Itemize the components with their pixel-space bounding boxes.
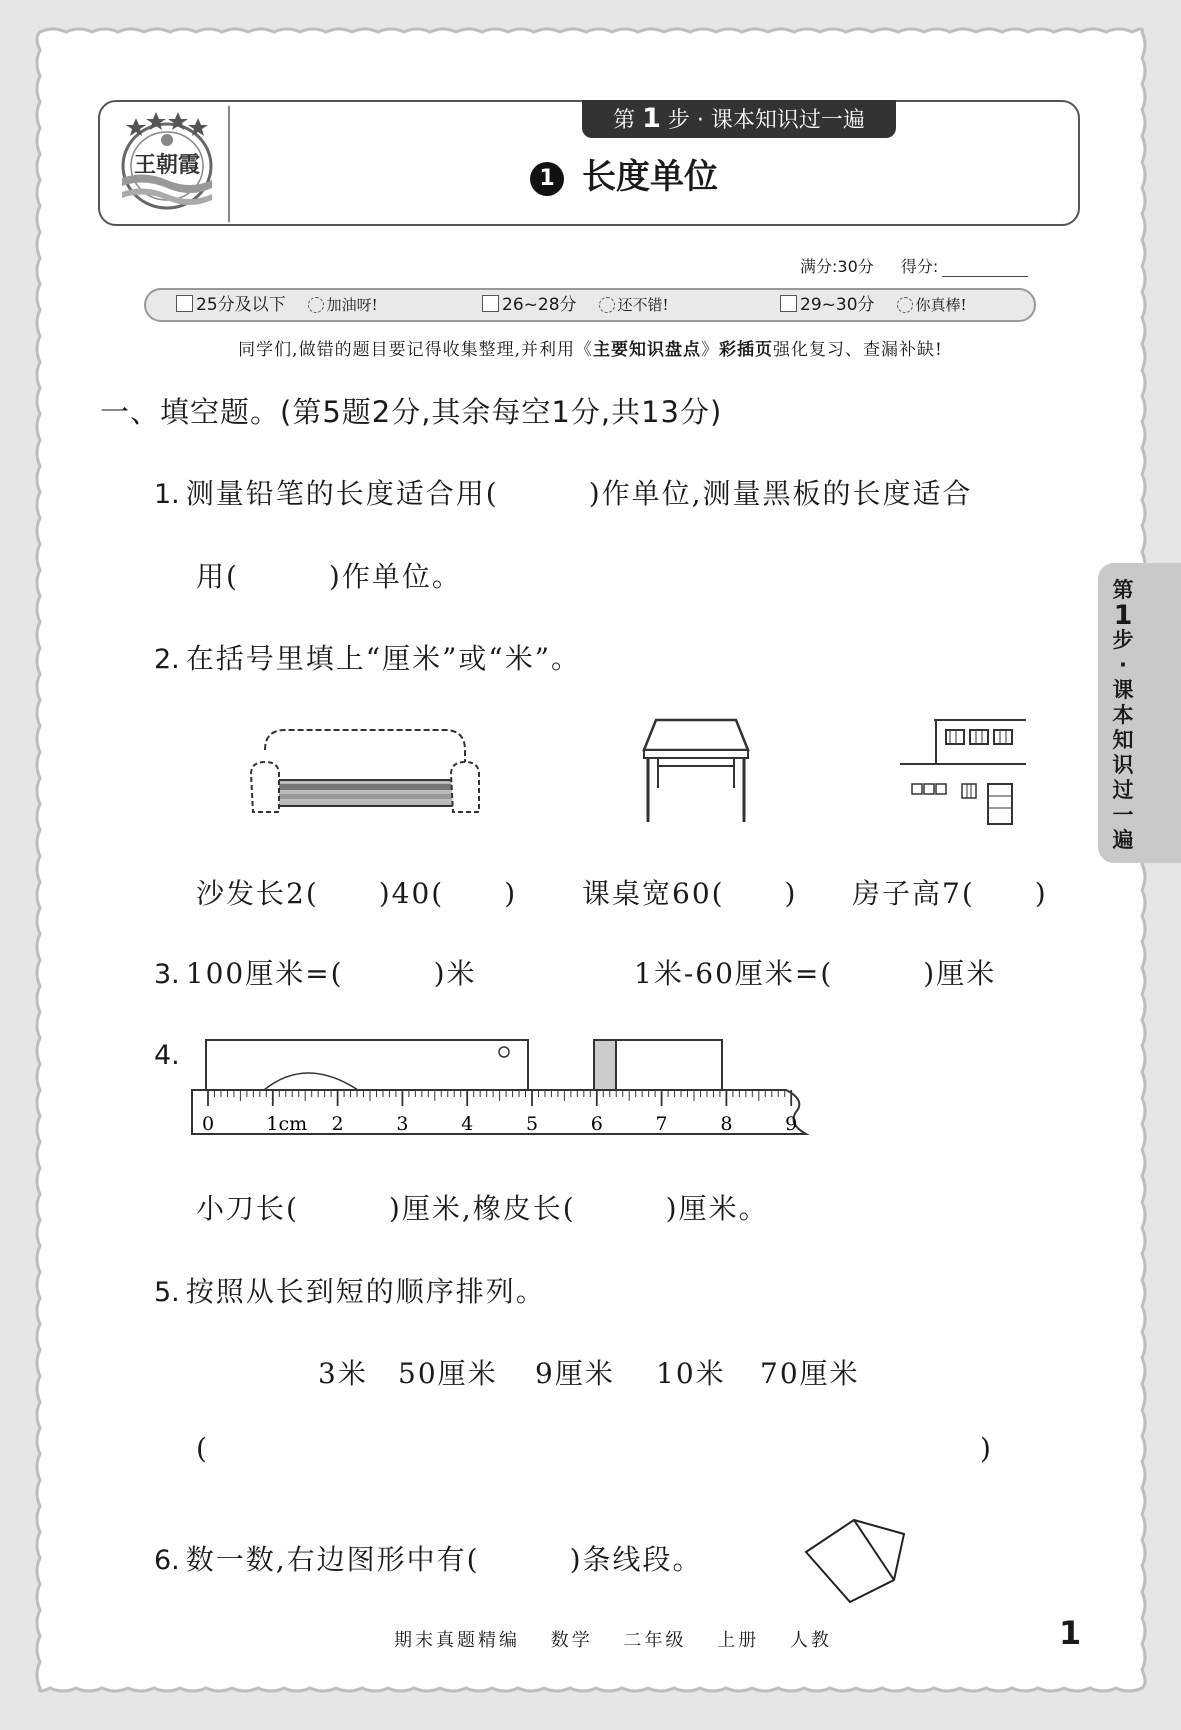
question-text: 按照从长到短的顺序排列。: [185, 1275, 546, 1308]
side-tab-char: 1: [1113, 600, 1133, 631]
q5-answer-open: (: [196, 1432, 209, 1465]
footer-edition: 人教: [789, 1630, 832, 1651]
q2-answer-house: 房子高7( ): [852, 877, 1048, 910]
question-5: [154, 1270, 546, 1310]
question-6: [154, 1538, 703, 1578]
footer: [394, 1626, 854, 1652]
question-text: 测量铅笔的长度适合用( )作单位,测量黑板的长度适合: [185, 477, 973, 510]
side-tab-char: 本: [1112, 703, 1134, 727]
pentagon-figure: [800, 1508, 912, 1608]
smiley-icon: [897, 297, 913, 313]
unit-number-badge: 1: [530, 162, 564, 196]
ruler-label: 7: [655, 1113, 668, 1135]
ruler-label: 0: [201, 1113, 215, 1135]
side-tab-char: 步: [1112, 628, 1134, 652]
ruler-label: 9: [785, 1113, 798, 1135]
footer-subject: 数学: [550, 1630, 593, 1651]
checkbox-icon[interactable]: [780, 295, 797, 312]
footer-volume: 上册: [717, 1630, 760, 1651]
ruler-label: 3: [396, 1113, 409, 1135]
side-tab-char: 遍: [1112, 828, 1134, 852]
full-score-label: 满分:30分: [800, 257, 874, 276]
question-number: 4.: [154, 1040, 180, 1071]
score-blank[interactable]: [942, 257, 1028, 277]
unit-title-text: 长度单位: [582, 157, 718, 197]
tip-bold-2: 彩插页: [718, 340, 773, 360]
grade-bar: [144, 288, 1036, 322]
grade-option-1[interactable]: [176, 292, 378, 318]
question-4-number: [154, 1038, 186, 1071]
logo-divider: [228, 106, 230, 222]
question-text: 在括号里填上“厘米”或“米”。: [185, 642, 582, 675]
step-tab: [582, 100, 896, 138]
question-number: 2.: [154, 644, 180, 675]
side-tab-char: 一: [1112, 803, 1134, 827]
question-4-text: 小刀长( )厘米,橡皮长( )厘米。: [196, 1192, 769, 1225]
q5-item-2: 50厘米: [398, 1357, 498, 1390]
tip-text-end: 强化复习、查漏补缺!: [772, 340, 943, 360]
step-number: 1: [642, 103, 661, 134]
ruler-label: 6: [590, 1113, 603, 1135]
grade-option-2[interactable]: [482, 292, 669, 318]
ruler-label: 2: [331, 1113, 344, 1135]
unit-title: [530, 152, 950, 202]
smiley-icon: [308, 297, 324, 313]
smiley-icon: [599, 297, 615, 313]
question-number: 5.: [154, 1277, 180, 1308]
score-label: 得分:: [900, 257, 939, 276]
desk-image: [636, 716, 756, 826]
checkbox-icon[interactable]: [482, 295, 499, 312]
knife: [206, 1040, 528, 1090]
q5-item-4: 10米: [656, 1357, 726, 1390]
ruler-label: 4: [461, 1113, 474, 1135]
ruler-label: 5: [525, 1113, 539, 1135]
side-tab-char: 知: [1112, 728, 1134, 752]
score-line: [800, 254, 1028, 277]
tip-text-mid: 》: [700, 340, 719, 360]
question-3-left: [154, 952, 477, 992]
grade-option-3[interactable]: [780, 292, 967, 318]
q5-item-1: 3米: [318, 1357, 368, 1390]
question-number: 1.: [154, 479, 180, 510]
grade-comment: 还不错!: [617, 296, 669, 314]
side-tab-text: [1108, 578, 1138, 853]
q5-item-5: 70厘米: [760, 1357, 860, 1390]
page-number: 1: [1059, 1614, 1082, 1652]
grade-range: 25分及以下: [196, 295, 286, 315]
house-image: [898, 716, 1028, 826]
question-number: 3.: [154, 959, 180, 990]
side-tab-char: 第: [1112, 578, 1134, 602]
side-tab-char: 课: [1112, 678, 1134, 702]
step-prefix: 第: [613, 108, 636, 133]
side-tab-char: 识: [1112, 753, 1134, 777]
tip-text: 同学们,做错的题目要记得收集整理,并利用《: [238, 340, 593, 360]
question-number: 6.: [154, 1545, 180, 1576]
question-text: 数一数,右边图形中有( )条线段。: [185, 1543, 703, 1576]
side-tab-char: ·: [1119, 653, 1127, 677]
grade-comment: 你真棒!: [915, 296, 967, 314]
grade-range: 29~30分: [800, 295, 875, 315]
checkbox-icon[interactable]: [176, 295, 193, 312]
footer-book-title: 期末真题精编: [394, 1630, 520, 1651]
q5-answer-close: ): [980, 1432, 993, 1465]
header-box: [98, 100, 1080, 226]
question-3-right: 1米-60厘米=( )厘米: [634, 957, 997, 990]
ruler-label: 8: [720, 1113, 733, 1135]
grade-comment: 加油呀!: [326, 296, 378, 314]
step-suffix: 步 · 课本知识过一遍: [667, 108, 865, 133]
tip-line: [0, 335, 1181, 360]
q5-item-3: 9厘米: [535, 1357, 615, 1390]
footer-grade: 二年级: [623, 1630, 687, 1651]
question-1-line-1: [154, 472, 973, 512]
tip-bold-1: 主要知识盘点: [592, 340, 701, 360]
question-text: 100厘米=( )米: [185, 957, 477, 990]
q2-answer-desk: 课桌宽60( ): [582, 877, 798, 910]
publisher-logo: [114, 108, 220, 218]
q2-answer-sofa: 沙发长2( )40( ): [196, 877, 518, 910]
side-tab-char: 过: [1112, 778, 1134, 802]
question-2: [154, 637, 581, 677]
sofa-image: [245, 722, 485, 822]
grade-range: 26~28分: [502, 295, 577, 315]
ruler-figure: [188, 1034, 818, 1140]
question-1-line-2: 用( )作单位。: [196, 560, 462, 593]
section-title: 一、填空题。(第5题2分,其余每空1分,共13分): [100, 395, 723, 429]
ruler-label: 1cm: [266, 1113, 308, 1135]
logo-text: 王朝霞: [133, 152, 201, 178]
